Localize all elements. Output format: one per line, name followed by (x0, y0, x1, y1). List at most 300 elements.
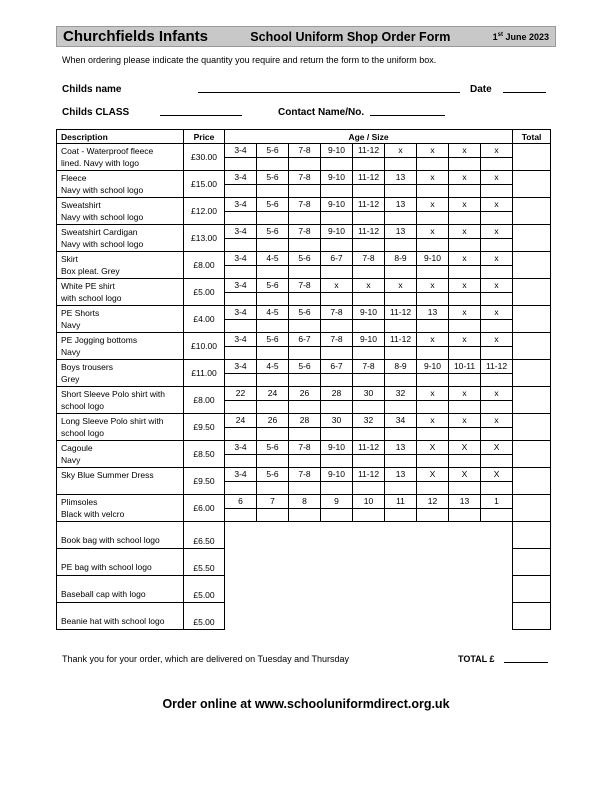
quantity-cell[interactable] (257, 346, 289, 360)
item-price: £5.00 (184, 603, 225, 630)
size-label: x (449, 279, 481, 293)
quantity-cell[interactable] (417, 184, 449, 198)
quantity-cell[interactable] (417, 238, 449, 252)
size-label: 3-4 (225, 171, 257, 185)
size-label: x (385, 144, 417, 158)
size-label: 7 (257, 495, 289, 509)
row-total-cell[interactable] (513, 144, 551, 171)
size-label: x (481, 225, 513, 239)
date-label: Date (470, 84, 492, 95)
quantity-cell[interactable] (321, 373, 353, 387)
size-label: 5-6 (257, 333, 289, 347)
item-description (57, 468, 184, 495)
size-label: 5-6 (257, 468, 289, 482)
item-price: £5.00 (184, 576, 225, 603)
quantity-cell[interactable] (257, 454, 289, 468)
quantity-cell[interactable] (449, 454, 481, 468)
quantity-cell[interactable] (385, 373, 417, 387)
date-field[interactable] (503, 92, 546, 93)
form-title: School Uniform Shop Order Form (250, 29, 451, 44)
quantity-cell[interactable] (225, 454, 257, 468)
quantity-cell[interactable] (385, 265, 417, 279)
size-label: x (481, 414, 513, 428)
quantity-cell[interactable] (385, 211, 417, 225)
quantity-cell[interactable] (417, 157, 449, 171)
quantity-cell[interactable] (449, 319, 481, 333)
quantity-cell[interactable] (481, 211, 513, 225)
row-total-cell[interactable] (513, 441, 551, 468)
quantity-cell[interactable] (289, 481, 321, 495)
quantity-cell[interactable] (449, 508, 481, 522)
row-total-cell[interactable] (513, 495, 551, 522)
size-label: 6 (225, 495, 257, 509)
quantity-cell[interactable] (385, 427, 417, 441)
item-description-line: Long Sleeve Polo shirt with (61, 416, 164, 426)
size-label: 8-9 (385, 252, 417, 266)
quantity-cell[interactable] (257, 427, 289, 441)
quantity-cell[interactable] (481, 157, 513, 171)
form-date (493, 32, 549, 42)
blank-size-area (225, 549, 513, 576)
quantity-cell[interactable] (289, 454, 321, 468)
quantity-cell[interactable] (289, 373, 321, 387)
size-label: X (481, 468, 513, 482)
quantity-cell[interactable] (449, 481, 481, 495)
quantity-cell[interactable] (353, 157, 385, 171)
row-total-cell[interactable] (513, 576, 551, 603)
quantity-cell[interactable] (385, 157, 417, 171)
quantity-cell[interactable] (257, 373, 289, 387)
quantity-cell[interactable] (481, 184, 513, 198)
size-label: 5-6 (257, 225, 289, 239)
size-label: 11-12 (353, 171, 385, 185)
size-label: x (481, 198, 513, 212)
item-description-line: Navy with school logo (61, 238, 144, 249)
row-total-cell[interactable] (513, 252, 551, 279)
item-description-line: Navy with school logo (61, 184, 144, 195)
size-label: 11 (385, 495, 417, 509)
size-label: 7-8 (321, 306, 353, 320)
quantity-cell[interactable] (321, 292, 353, 306)
total-label: TOTAL £ (458, 654, 495, 664)
item-description: Baseball cap with logo (57, 576, 184, 603)
quantity-cell[interactable] (385, 319, 417, 333)
size-label: X (449, 441, 481, 455)
size-label: 6-7 (321, 360, 353, 374)
instructions: When ordering please indicate the quantity you require and return the form to the uniform box. (62, 55, 437, 65)
table-header-row (57, 130, 551, 144)
item-price: £12.00 (184, 198, 225, 225)
table-row (57, 360, 551, 374)
quantity-cell[interactable] (417, 373, 449, 387)
size-label: 7-8 (353, 360, 385, 374)
item-description (57, 252, 184, 279)
quantity-cell[interactable] (289, 238, 321, 252)
quantity-cell[interactable] (257, 400, 289, 414)
size-label: X (481, 441, 513, 455)
row-total-cell[interactable] (513, 306, 551, 333)
quantity-cell[interactable] (481, 508, 513, 522)
size-label: 13 (385, 171, 417, 185)
form-date-suffix: st (497, 31, 503, 38)
quantity-cell[interactable] (321, 346, 353, 360)
size-label: 3-4 (225, 360, 257, 374)
quantity-cell[interactable] (225, 400, 257, 414)
size-label: 7-8 (289, 468, 321, 482)
item-description (57, 198, 184, 225)
quantity-cell[interactable] (449, 346, 481, 360)
item-description-line: school logo (61, 427, 105, 438)
quantity-cell[interactable] (257, 265, 289, 279)
size-label: 9 (321, 495, 353, 509)
quantity-cell[interactable] (321, 211, 353, 225)
blank-size-area (225, 603, 513, 630)
quantity-cell[interactable] (321, 319, 353, 333)
quantity-cell[interactable] (385, 346, 417, 360)
quantity-cell[interactable] (417, 346, 449, 360)
quantity-cell[interactable] (481, 292, 513, 306)
quantity-cell[interactable] (449, 238, 481, 252)
size-label: x (417, 171, 449, 185)
row-total-cell[interactable] (513, 387, 551, 414)
item-description-line: Sky Blue Summer Dress (61, 470, 154, 480)
item-description (57, 414, 184, 441)
size-label: x (417, 198, 449, 212)
quantity-cell[interactable] (257, 508, 289, 522)
row-total-cell[interactable] (513, 171, 551, 198)
quantity-cell[interactable] (481, 265, 513, 279)
blank-size-area (225, 522, 513, 549)
size-label: x (417, 144, 449, 158)
item-description (57, 306, 184, 333)
size-label: x (353, 279, 385, 293)
size-label: x (449, 225, 481, 239)
childs-class-field[interactable] (160, 115, 242, 116)
size-label: 9-10 (417, 360, 449, 374)
quantity-cell[interactable] (225, 211, 257, 225)
size-label: 9-10 (417, 252, 449, 266)
quantity-cell[interactable] (225, 292, 257, 306)
item-description: Beanie hat with school logo (57, 603, 184, 630)
table-row (57, 306, 551, 320)
row-total-cell[interactable] (513, 225, 551, 252)
size-label: 24 (225, 414, 257, 428)
item-price: £10.00 (184, 333, 225, 360)
table-row-extra (57, 522, 551, 549)
size-label: x (481, 279, 513, 293)
quantity-cell[interactable] (417, 454, 449, 468)
item-description-line: Sweatshirt (61, 200, 101, 210)
item-description-line: White PE shirt (61, 281, 115, 291)
table-row (57, 387, 551, 401)
header-price: Price (184, 130, 225, 144)
size-label: 32 (353, 414, 385, 428)
size-label: 26 (289, 387, 321, 401)
item-price: £9.50 (184, 468, 225, 495)
item-description-line: Cagoule (61, 443, 93, 453)
quantity-cell[interactable] (417, 427, 449, 441)
item-description-line: Navy (61, 346, 81, 357)
row-total-cell[interactable] (513, 360, 551, 387)
quantity-cell[interactable] (321, 238, 353, 252)
quantity-cell[interactable] (225, 427, 257, 441)
size-label: x (449, 198, 481, 212)
quantity-cell[interactable] (321, 265, 353, 279)
quantity-cell[interactable] (353, 292, 385, 306)
size-label: 7-8 (321, 333, 353, 347)
quantity-cell[interactable] (481, 400, 513, 414)
quantity-cell[interactable] (449, 157, 481, 171)
item-description (57, 441, 184, 468)
item-price: £6.50 (184, 522, 225, 549)
quantity-cell[interactable] (289, 292, 321, 306)
quantity-cell[interactable] (481, 481, 513, 495)
size-label: 8 (289, 495, 321, 509)
size-label: 9-10 (321, 468, 353, 482)
quantity-cell[interactable] (385, 400, 417, 414)
quantity-cell[interactable] (289, 211, 321, 225)
size-label: X (417, 441, 449, 455)
quantity-cell[interactable] (353, 346, 385, 360)
size-label: x (481, 144, 513, 158)
table-row (57, 441, 551, 455)
quantity-cell[interactable] (385, 184, 417, 198)
quantity-cell[interactable] (321, 481, 353, 495)
table-row (57, 171, 551, 185)
table-row-extra (57, 549, 551, 576)
item-price: £8.50 (184, 441, 225, 468)
size-label: x (481, 171, 513, 185)
quantity-cell[interactable] (353, 184, 385, 198)
quantity-cell[interactable] (289, 346, 321, 360)
size-label: x (417, 414, 449, 428)
size-label: 3-4 (225, 279, 257, 293)
size-label: 11-12 (353, 225, 385, 239)
item-price: £9.50 (184, 414, 225, 441)
item-description-line: PE Jogging bottoms (61, 335, 138, 345)
size-label: 11-12 (481, 360, 513, 374)
quantity-cell[interactable] (289, 157, 321, 171)
quantity-cell[interactable] (225, 346, 257, 360)
size-label: 5-6 (257, 441, 289, 455)
item-description (57, 360, 184, 387)
table-row (57, 495, 551, 509)
quantity-cell[interactable] (257, 211, 289, 225)
size-label: X (449, 468, 481, 482)
quantity-cell[interactable] (289, 184, 321, 198)
order-online-text: Order online at www.schooluniformdirect.org.uk (162, 697, 450, 711)
quantity-cell[interactable] (449, 292, 481, 306)
quantity-cell[interactable] (289, 427, 321, 441)
quantity-cell[interactable] (257, 292, 289, 306)
size-label: 10-11 (449, 360, 481, 374)
item-description-line: Short Sleeve Polo shirt with (61, 389, 165, 399)
quantity-cell[interactable] (225, 508, 257, 522)
quantity-cell[interactable] (257, 238, 289, 252)
quantity-cell[interactable] (225, 265, 257, 279)
quantity-cell[interactable] (321, 184, 353, 198)
quantity-cell[interactable] (417, 481, 449, 495)
size-label: 3-4 (225, 252, 257, 266)
size-label: 32 (385, 387, 417, 401)
quantity-cell[interactable] (417, 265, 449, 279)
item-description-line: Skirt (61, 254, 78, 264)
size-label: 4-5 (257, 360, 289, 374)
row-total-cell[interactable] (513, 333, 551, 360)
row-total-cell[interactable] (513, 279, 551, 306)
table-row (57, 198, 551, 212)
item-price: £8.00 (184, 252, 225, 279)
item-description-line: Sweatshirt Cardigan (61, 227, 138, 237)
quantity-cell[interactable] (449, 184, 481, 198)
quantity-cell[interactable] (385, 481, 417, 495)
quantity-cell[interactable] (385, 292, 417, 306)
quantity-cell[interactable] (417, 319, 449, 333)
quantity-cell[interactable] (257, 184, 289, 198)
size-label: 9-10 (321, 225, 353, 239)
quantity-cell[interactable] (385, 454, 417, 468)
quantity-cell[interactable] (321, 427, 353, 441)
quantity-cell[interactable] (353, 427, 385, 441)
order-table (56, 129, 551, 630)
quantity-cell[interactable] (481, 427, 513, 441)
item-description (57, 495, 184, 522)
quantity-cell[interactable] (417, 508, 449, 522)
quantity-cell[interactable] (321, 454, 353, 468)
item-price: £5.00 (184, 279, 225, 306)
item-description-line: Black with velcro (61, 508, 125, 519)
size-label: 24 (257, 387, 289, 401)
size-label: 5-6 (289, 306, 321, 320)
quantity-cell[interactable] (257, 481, 289, 495)
quantity-cell[interactable] (289, 319, 321, 333)
quantity-cell[interactable] (353, 400, 385, 414)
childs-name-field[interactable] (198, 92, 460, 93)
item-description-line: Grey (61, 373, 80, 384)
item-description-line: Coat - Waterproof fleece (61, 146, 154, 156)
item-description: Book bag with school logo (57, 522, 184, 549)
row-total-cell[interactable] (513, 522, 551, 549)
size-label: 4-5 (257, 252, 289, 266)
size-label: 28 (321, 387, 353, 401)
size-label: 7-8 (289, 144, 321, 158)
quantity-cell[interactable] (353, 319, 385, 333)
item-price: £30.00 (184, 144, 225, 171)
row-total-cell[interactable] (513, 549, 551, 576)
quantity-cell[interactable] (481, 373, 513, 387)
quantity-cell[interactable] (481, 238, 513, 252)
size-label: x (449, 252, 481, 266)
quantity-cell[interactable] (353, 508, 385, 522)
quantity-cell[interactable] (353, 373, 385, 387)
row-total-cell[interactable] (513, 414, 551, 441)
quantity-cell[interactable] (289, 508, 321, 522)
header-age-size: Age / Size (225, 130, 513, 144)
size-label: 3-4 (225, 306, 257, 320)
quantity-cell[interactable] (449, 400, 481, 414)
quantity-cell[interactable] (353, 211, 385, 225)
quantity-cell[interactable] (353, 454, 385, 468)
quantity-cell[interactable] (289, 400, 321, 414)
quantity-cell[interactable] (225, 184, 257, 198)
contact-field[interactable] (370, 115, 445, 116)
quantity-cell[interactable] (353, 265, 385, 279)
quantity-cell[interactable] (225, 157, 257, 171)
quantity-cell[interactable] (481, 319, 513, 333)
quantity-cell[interactable] (257, 319, 289, 333)
item-description-line: Fleece (61, 173, 87, 183)
quantity-cell[interactable] (385, 238, 417, 252)
size-label: x (449, 333, 481, 347)
header-bar (56, 26, 556, 47)
quantity-cell[interactable] (417, 400, 449, 414)
footer-note: Thank you for your order, which are delivered on Tuesday and Thursday (62, 654, 349, 664)
quantity-cell[interactable] (449, 373, 481, 387)
quantity-cell[interactable] (321, 400, 353, 414)
size-label: 1 (481, 495, 513, 509)
size-label: 13 (385, 441, 417, 455)
item-price: £4.00 (184, 306, 225, 333)
row-total-cell[interactable] (513, 198, 551, 225)
quantity-cell[interactable] (257, 157, 289, 171)
size-label: 7-8 (289, 171, 321, 185)
total-field[interactable] (504, 662, 548, 663)
row-total-cell[interactable] (513, 468, 551, 495)
quantity-cell[interactable] (417, 292, 449, 306)
size-label: 11-12 (353, 468, 385, 482)
item-price: £6.00 (184, 495, 225, 522)
quantity-cell[interactable] (481, 346, 513, 360)
size-label: 3-4 (225, 198, 257, 212)
size-label: x (321, 279, 353, 293)
size-label: 11-12 (385, 333, 417, 347)
header-total: Total (513, 130, 551, 144)
item-description-line: school logo (61, 400, 105, 411)
item-description (57, 144, 184, 171)
quantity-cell[interactable] (449, 211, 481, 225)
size-label: x (449, 144, 481, 158)
size-label: x (417, 279, 449, 293)
row-total-cell[interactable] (513, 603, 551, 630)
size-label: x (449, 306, 481, 320)
item-description-line: Navy with school logo (61, 211, 144, 222)
size-label: 3-4 (225, 468, 257, 482)
quantity-cell[interactable] (225, 238, 257, 252)
quantity-cell[interactable] (321, 157, 353, 171)
quantity-cell[interactable] (417, 211, 449, 225)
table-row (57, 468, 551, 482)
size-label: 7-8 (289, 279, 321, 293)
quantity-cell[interactable] (481, 454, 513, 468)
table-row-extra (57, 603, 551, 630)
quantity-cell[interactable] (353, 481, 385, 495)
quantity-cell[interactable] (289, 265, 321, 279)
quantity-cell[interactable] (321, 508, 353, 522)
quantity-cell[interactable] (225, 319, 257, 333)
size-label: 11-12 (353, 144, 385, 158)
table-row (57, 252, 551, 266)
size-label: x (417, 225, 449, 239)
size-label: 11-12 (385, 306, 417, 320)
quantity-cell[interactable] (225, 373, 257, 387)
size-label: 4-5 (257, 306, 289, 320)
quantity-cell[interactable] (449, 427, 481, 441)
quantity-cell[interactable] (449, 265, 481, 279)
quantity-cell[interactable] (225, 481, 257, 495)
quantity-cell[interactable] (385, 508, 417, 522)
quantity-cell[interactable] (353, 238, 385, 252)
size-label: 13 (385, 225, 417, 239)
